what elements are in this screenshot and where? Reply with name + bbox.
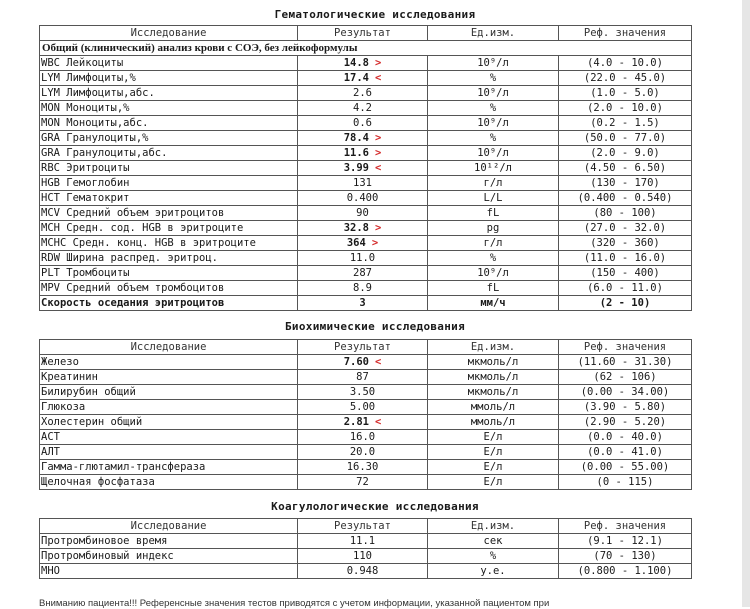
result-value: 16.30 bbox=[346, 461, 379, 473]
test-result bbox=[298, 549, 428, 564]
reference-range: (80 - 100) bbox=[559, 206, 692, 221]
test-result bbox=[298, 564, 428, 579]
result-value: 0.948 bbox=[346, 565, 379, 577]
table-row bbox=[40, 176, 692, 191]
test-name: Гамма-глютамил-трансфераза bbox=[40, 460, 298, 475]
test-unit: 10⁹/л bbox=[428, 56, 559, 71]
reference-range: (2.0 - 9.0) bbox=[559, 146, 692, 161]
result-value: 287 bbox=[353, 267, 372, 279]
result-value: 20.0 bbox=[349, 446, 376, 458]
table-row bbox=[40, 116, 692, 131]
test-name: MCV Средний объем эритроцитов bbox=[40, 206, 298, 221]
table-row bbox=[40, 266, 692, 281]
result-value: 78.4 bbox=[343, 132, 369, 144]
table-row bbox=[40, 236, 692, 251]
table-header-row bbox=[40, 26, 692, 41]
reference-range: (0.0 - 41.0) bbox=[559, 445, 692, 460]
high-flag-icon: > bbox=[374, 147, 382, 159]
test-name: Протромбиновое время bbox=[40, 534, 298, 549]
header-test: Исследование bbox=[40, 340, 298, 355]
result-value: 87 bbox=[356, 371, 369, 383]
test-name: PLT Тромбоциты bbox=[40, 266, 298, 281]
result-value: 3.50 bbox=[349, 386, 376, 398]
table-row bbox=[40, 534, 692, 549]
test-name: WBC Лейкоциты bbox=[40, 56, 298, 71]
test-result bbox=[298, 266, 428, 281]
result-value: 11.0 bbox=[349, 252, 376, 264]
reference-range: (0.00 - 34.00) bbox=[559, 385, 692, 400]
test-result bbox=[298, 400, 428, 415]
test-result bbox=[298, 236, 428, 251]
table-row bbox=[40, 415, 692, 430]
test-unit: Е/л bbox=[428, 430, 559, 445]
test-result bbox=[298, 460, 428, 475]
test-name: АСТ bbox=[40, 430, 298, 445]
test-name: GRA Гранулоциты,абс. bbox=[40, 146, 298, 161]
test-name: HGB Гемоглобин bbox=[40, 176, 298, 191]
reference-range: (22.0 - 45.0) bbox=[559, 71, 692, 86]
low-flag-icon: < bbox=[374, 162, 382, 174]
test-unit: 10⁹/л bbox=[428, 146, 559, 161]
reference-range: (2.0 - 10.0) bbox=[559, 101, 692, 116]
reference-range: (0.0 - 40.0) bbox=[559, 430, 692, 445]
reference-range: (4.0 - 10.0) bbox=[559, 56, 692, 71]
test-unit: мкмоль/л bbox=[428, 385, 559, 400]
reference-range: (320 - 360) bbox=[559, 236, 692, 251]
test-name: Глюкоза bbox=[40, 400, 298, 415]
header-test: Исследование bbox=[40, 26, 298, 41]
test-name: Креатинин bbox=[40, 370, 298, 385]
header-result: Результат bbox=[298, 26, 428, 41]
test-result bbox=[298, 475, 428, 490]
test-unit: Е/л bbox=[428, 445, 559, 460]
test-result bbox=[298, 206, 428, 221]
test-unit: % bbox=[428, 131, 559, 146]
table-row bbox=[40, 370, 692, 385]
test-result bbox=[298, 131, 428, 146]
reference-range: (2 - 10) bbox=[559, 296, 692, 311]
reference-range: (62 - 106) bbox=[559, 370, 692, 385]
table-row bbox=[40, 281, 692, 296]
table-row bbox=[40, 206, 692, 221]
header-test: Исследование bbox=[40, 519, 298, 534]
result-value: 11.1 bbox=[349, 535, 376, 547]
reference-range: (0.800 - 1.100) bbox=[559, 564, 692, 579]
test-name: GRA Гранулоциты,% bbox=[40, 131, 298, 146]
test-name: Железо bbox=[40, 355, 298, 370]
group-label-row bbox=[40, 41, 692, 56]
result-value: 0.6 bbox=[353, 117, 372, 129]
header-reference: Реф. значения bbox=[559, 340, 692, 355]
test-result bbox=[298, 370, 428, 385]
cbc-group-label: Общий (клинический) анализ крови с СОЭ, без лейкоформулы bbox=[40, 41, 692, 56]
test-result bbox=[298, 430, 428, 445]
result-value: 110 bbox=[353, 550, 372, 562]
test-name: LYM Лимфоциты,% bbox=[40, 71, 298, 86]
test-result bbox=[298, 86, 428, 101]
high-flag-icon: > bbox=[371, 237, 379, 249]
test-result bbox=[298, 415, 428, 430]
low-flag-icon: < bbox=[374, 72, 382, 84]
header-unit: Ед.изм. bbox=[428, 340, 559, 355]
table-row bbox=[40, 445, 692, 460]
reference-range: (70 - 130) bbox=[559, 549, 692, 564]
low-flag-icon: < bbox=[374, 356, 382, 368]
reference-range: (3.90 - 5.80) bbox=[559, 400, 692, 415]
test-unit: Е/л bbox=[428, 460, 559, 475]
reference-range: (11.60 - 31.30) bbox=[559, 355, 692, 370]
test-result bbox=[298, 176, 428, 191]
test-unit: % bbox=[428, 101, 559, 116]
test-name: RDW Ширина распред. эритроц. bbox=[40, 251, 298, 266]
result-value: 14.8 bbox=[343, 57, 369, 69]
table-row bbox=[40, 355, 692, 370]
result-value: 5.00 bbox=[349, 401, 376, 413]
table-row bbox=[40, 430, 692, 445]
reference-range: (0.00 - 55.00) bbox=[559, 460, 692, 475]
test-unit: мкмоль/л bbox=[428, 370, 559, 385]
table-row bbox=[40, 161, 692, 176]
test-name: RBC Эритроциты bbox=[40, 161, 298, 176]
result-value: 2.6 bbox=[353, 87, 372, 99]
header-unit: Ед.изм. bbox=[428, 519, 559, 534]
biochemistry-table bbox=[39, 339, 692, 490]
test-name: Холестерин общий bbox=[40, 415, 298, 430]
test-result bbox=[298, 221, 428, 236]
reference-range: (6.0 - 11.0) bbox=[559, 281, 692, 296]
test-result bbox=[298, 296, 428, 311]
header-result: Результат bbox=[298, 340, 428, 355]
test-name: MON Моноциты,% bbox=[40, 101, 298, 116]
table-row bbox=[40, 191, 692, 206]
low-flag-icon: < bbox=[374, 416, 382, 428]
test-name: Скорость оседания эритроцитов bbox=[40, 296, 298, 311]
patient-notice: Вниманию пациента!!! Референсные значения тестов приводятся с учетом информации, указанной пациентом при bbox=[39, 598, 550, 609]
scrollbar[interactable] bbox=[742, 0, 750, 607]
table-row bbox=[40, 296, 692, 311]
high-flag-icon: > bbox=[374, 222, 382, 234]
test-name: MCHC Средн. конц. HGB в эритроците bbox=[40, 236, 298, 251]
result-value: 8.9 bbox=[353, 282, 372, 294]
table-row bbox=[40, 146, 692, 161]
result-value: 4.2 bbox=[353, 102, 372, 114]
test-unit: 10⁹/л bbox=[428, 266, 559, 281]
test-name: MCH Средн. сод. HGB в эритроците bbox=[40, 221, 298, 236]
test-name: MON Моноциты,абс. bbox=[40, 116, 298, 131]
test-result bbox=[298, 251, 428, 266]
result-value: 72 bbox=[356, 476, 369, 488]
result-value: 364 bbox=[346, 237, 366, 249]
table-row bbox=[40, 385, 692, 400]
reference-range: (1.0 - 5.0) bbox=[559, 86, 692, 101]
header-reference: Реф. значения bbox=[559, 26, 692, 41]
reference-range: (4.50 - 6.50) bbox=[559, 161, 692, 176]
test-unit: fL bbox=[428, 206, 559, 221]
test-unit: ммоль/л bbox=[428, 400, 559, 415]
test-unit: % bbox=[428, 71, 559, 86]
table-row bbox=[40, 131, 692, 146]
header-reference: Реф. значения bbox=[559, 519, 692, 534]
result-value: 3 bbox=[359, 297, 366, 309]
test-name: Протромбиновый индекс bbox=[40, 549, 298, 564]
hematology-title: Гематологические исследования bbox=[274, 8, 476, 21]
test-unit: 10⁹/л bbox=[428, 86, 559, 101]
table-row bbox=[40, 549, 692, 564]
high-flag-icon: > bbox=[374, 57, 382, 69]
table-row bbox=[40, 101, 692, 116]
test-result bbox=[298, 146, 428, 161]
table-row bbox=[40, 564, 692, 579]
reference-range: (27.0 - 32.0) bbox=[559, 221, 692, 236]
test-unit: г/л bbox=[428, 236, 559, 251]
test-result bbox=[298, 534, 428, 549]
result-value: 16.0 bbox=[349, 431, 376, 443]
reference-range: (2.90 - 5.20) bbox=[559, 415, 692, 430]
result-value: 131 bbox=[353, 177, 372, 189]
test-unit: fL bbox=[428, 281, 559, 296]
result-value: 90 bbox=[356, 207, 369, 219]
test-result bbox=[298, 385, 428, 400]
table-row bbox=[40, 475, 692, 490]
test-name: Щелочная фосфатаза bbox=[40, 475, 298, 490]
result-value: 32.8 bbox=[343, 222, 369, 234]
table-row bbox=[40, 56, 692, 71]
reference-range: (150 - 400) bbox=[559, 266, 692, 281]
table-header-row bbox=[40, 340, 692, 355]
coagulology-title: Коагулологические исследования bbox=[271, 500, 479, 513]
result-value: 17.4 bbox=[343, 72, 369, 84]
reference-range: (0.2 - 1.5) bbox=[559, 116, 692, 131]
table-row bbox=[40, 400, 692, 415]
table-header-row bbox=[40, 519, 692, 534]
test-unit: Е/л bbox=[428, 475, 559, 490]
test-result bbox=[298, 161, 428, 176]
coagulology-table bbox=[39, 518, 692, 579]
test-result bbox=[298, 116, 428, 131]
test-unit: pg bbox=[428, 221, 559, 236]
result-value: 7.60 bbox=[343, 356, 369, 368]
table-row bbox=[40, 71, 692, 86]
reference-range: (130 - 170) bbox=[559, 176, 692, 191]
test-result bbox=[298, 445, 428, 460]
reference-range: (11.0 - 16.0) bbox=[559, 251, 692, 266]
table-row bbox=[40, 221, 692, 236]
table-row bbox=[40, 460, 692, 475]
biochemistry-title: Биохимические исследования bbox=[285, 320, 465, 333]
test-unit: 10¹²/л bbox=[428, 161, 559, 176]
reference-range: (0.400 - 0.540) bbox=[559, 191, 692, 206]
hematology-table bbox=[39, 25, 692, 311]
test-result bbox=[298, 191, 428, 206]
test-result bbox=[298, 101, 428, 116]
result-value: 0.400 bbox=[346, 192, 379, 204]
header-unit: Ед.изм. bbox=[428, 26, 559, 41]
test-unit: мкмоль/л bbox=[428, 355, 559, 370]
test-name: LYM Лимфоциты,абс. bbox=[40, 86, 298, 101]
test-result bbox=[298, 71, 428, 86]
test-name: МНО bbox=[40, 564, 298, 579]
test-name: HCT Гематокрит bbox=[40, 191, 298, 206]
reference-range: (0 - 115) bbox=[559, 475, 692, 490]
test-unit: г/л bbox=[428, 176, 559, 191]
result-value: 2.81 bbox=[343, 416, 369, 428]
test-result bbox=[298, 281, 428, 296]
test-unit: % bbox=[428, 549, 559, 564]
result-value: 3.99 bbox=[343, 162, 369, 174]
test-name: АЛТ bbox=[40, 445, 298, 460]
test-unit: % bbox=[428, 251, 559, 266]
test-result bbox=[298, 355, 428, 370]
reference-range: (50.0 - 77.0) bbox=[559, 131, 692, 146]
test-unit: ммоль/л bbox=[428, 415, 559, 430]
result-value: 11.6 bbox=[343, 147, 369, 159]
test-unit: L/L bbox=[428, 191, 559, 206]
reference-range: (9.1 - 12.1) bbox=[559, 534, 692, 549]
test-result bbox=[298, 56, 428, 71]
test-unit: сек bbox=[428, 534, 559, 549]
test-unit: мм/ч bbox=[428, 296, 559, 311]
header-result: Результат bbox=[298, 519, 428, 534]
test-name: Билирубин общий bbox=[40, 385, 298, 400]
table-row bbox=[40, 251, 692, 266]
test-name: MPV Средний объем тромбоцитов bbox=[40, 281, 298, 296]
test-unit: 10⁹/л bbox=[428, 116, 559, 131]
high-flag-icon: > bbox=[374, 132, 382, 144]
table-row bbox=[40, 86, 692, 101]
test-unit: у.е. bbox=[428, 564, 559, 579]
